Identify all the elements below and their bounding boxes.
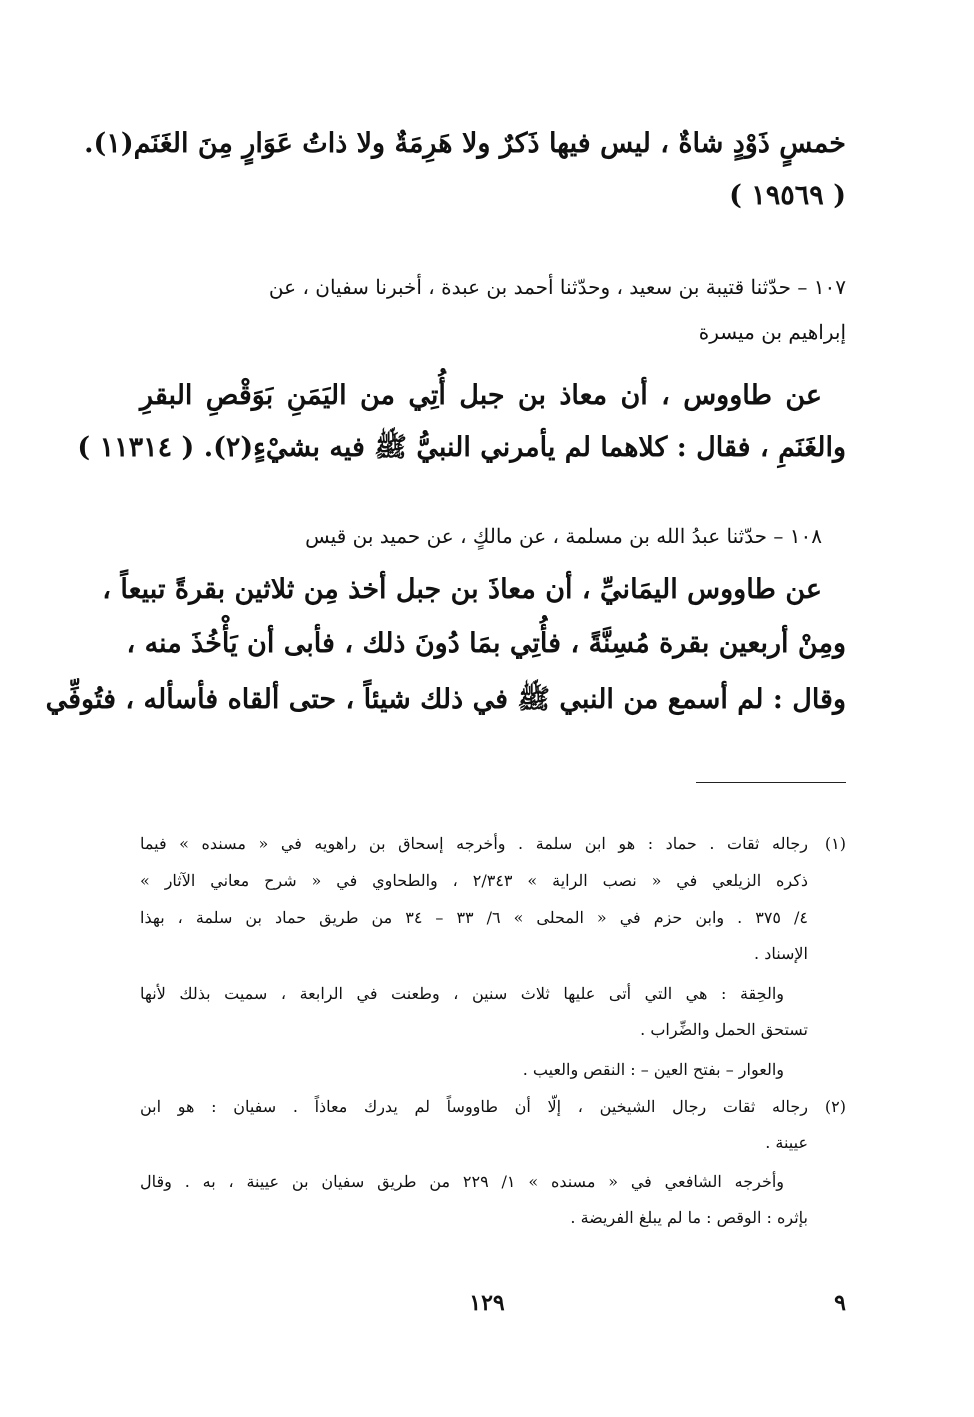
footnote-line: والحِقة : هي التي أتى عليها ثلاث سنين ، وطعنت في الرابعة ، سميت بذلك لأنها — [140, 984, 784, 1003]
footnote-marker: (١) — [824, 834, 846, 853]
main-text-line: عن طاووس اليمَانيِّ ، أن معاذَ بن جبل أخذ مِن ثلاثين بقرةً تبيعاً ، — [102, 574, 822, 605]
footnote-line: رجاله ثقات رجال الشيخين ، إلّا أن طاووساً لم يدرك معاذاً . سفيان : هو ابن — [140, 1097, 808, 1116]
main-text-line: ومِنْ أربعين بقرة مُسِنَّةً ، فأُتِي بمَا دُونَ ذلك ، فأبى أن يَأْخُذَ منه ، — [126, 628, 846, 659]
footnote-line: بإثره : الوقص : ما لم يبلغ الفريضة . — [570, 1208, 808, 1227]
footnote-line: ذكره الزيلعي في « نصب الراية » ٢/٣٤٣ ، والطحاوي في « شرح معاني الآثار » — [140, 871, 808, 890]
footnote-line: وأخرجه الشافعي في « مسنده » ١/ ٢٢٩ من طريق سفيان بن عيينة ، به . وقال — [140, 1172, 785, 1191]
footnote-marker: (٢) — [824, 1097, 846, 1116]
main-text-line: والغَنَمِ ، فقال : كلاهما لم يأمرني النبيُّ ﷺ فيه بشيْءٍ(٢). ( ١١٣١٤ ) — [77, 432, 846, 463]
main-text-line: عن طاووس ، أن معاذ بن جبل أُتِي من اليَمَنِ بَوَقْصِ البقرِ — [140, 380, 822, 411]
footnote-line: رجاله ثقات . حماد : هو ابن سلمة . وأخرجه إسحاق بن راهويه في « مسنده » فيما — [140, 834, 808, 853]
main-text-line: خمسٍ ذَوْدٍ شاةٌ ، ليس فيها ذَكرٌ ولا هَرِمَةٌ ولا ذاتُ عَوَارٍ مِنَ الغَنَم(١). — [84, 128, 846, 159]
isnad-line: ١٠٧ – حدّثنا قتيبة بن سعيد ، وحدّثنا أحمد بن عبدة ، أخبرنا سفيان ، عن — [268, 275, 846, 299]
hadith-number: ( ١٩٥٦٩ ) — [729, 180, 846, 211]
isnad-line: إبراهيم بن ميسرة — [698, 320, 846, 344]
footnote-line: ٤/ ٣٧٥ . وابن حزم في « المحلى » ٦/ ٣٣ – ٣٤ من طريق حماد بن سلمة ، بهذا — [140, 908, 808, 927]
footnote-divider — [696, 782, 846, 783]
signature-mark: ٩ — [834, 1290, 846, 1316]
footnote-line: تستحق الحمل والضِّراب . — [640, 1020, 808, 1039]
main-text-line: وقال : لم أسمع من النبي ﷺ في ذلك شيئاً ، حتى ألقاه فأسأله ، فتُوفِّي — [45, 684, 846, 715]
footnote-line: والعوار – بفتح العين – : النقص والعيب . — [522, 1060, 784, 1079]
footnote-line: الإسناد . — [754, 944, 808, 963]
isnad-line: ١٠٨ – حدّثنا عبدُ الله بن مسلمة ، عن مالكٍ ، عن حميد بن قيس — [305, 524, 822, 548]
page-number: ١٢٩ — [469, 1290, 505, 1316]
footnote-line: عيينة . — [765, 1133, 808, 1152]
